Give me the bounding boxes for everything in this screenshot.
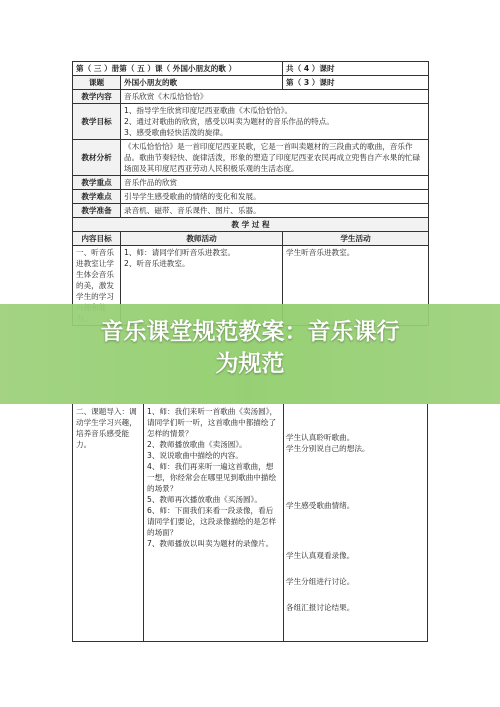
total-hours: 共（ 4 ）课时 <box>283 62 429 76</box>
col-goal-header: 内容目标 <box>73 232 121 246</box>
header-row <box>73 62 429 76</box>
row1-goal: 一、听音乐进教室让学生体会音乐的美，激发学生的学习 <box>73 246 121 326</box>
prep-value: 录音机、磁带、音乐课件、图片、乐器。 <box>121 204 429 218</box>
row2-teacher-step: 3、说说歌曲中描绘的内容。 <box>147 451 243 460</box>
banner-line-1: 音乐课堂规范教案：音乐课行 <box>100 319 400 345</box>
row2-teacher-step: 2、教师播放歌曲《卖汤圆》。 <box>147 440 247 449</box>
materials-label: 教材分析 <box>73 140 121 176</box>
row2-student-step: 学生认真观看录像。 <box>286 551 355 560</box>
column-divider <box>143 404 144 641</box>
process-title: 教 学 过 程 <box>73 218 429 232</box>
banner-title <box>0 316 500 380</box>
goals-label: 教学目标 <box>73 104 121 140</box>
difficulties-row <box>73 190 429 204</box>
content-row <box>73 90 429 104</box>
process-continuation <box>72 404 428 644</box>
row2-teacher <box>147 406 279 549</box>
row2-student-step: 学生分别说自己的想法。 <box>286 444 370 453</box>
lesson-plan-table <box>72 61 429 326</box>
topic-row <box>73 76 429 90</box>
row2-goal: 二、课题导入：调动学生学习兴趣，培养音乐感受能力。 <box>76 407 137 449</box>
row1-student: 学生听音乐进教室。 <box>283 246 429 326</box>
row2-student-step: 学生感受歌曲情绪。 <box>286 501 355 510</box>
row2-student-step: 各组汇报讨论结果。 <box>286 603 355 612</box>
row2-teacher-step: 5、教师再次播放歌曲《买汤圆》。 <box>147 495 262 504</box>
goals-row <box>73 104 429 140</box>
row1-teacher-step: 1、师：请同学们听音乐进教室。 <box>124 248 236 257</box>
key-points-label: 教学重点 <box>73 176 121 190</box>
content-value: 音乐欣赏《木瓜恰恰恰》 <box>121 90 429 104</box>
row2-teacher-step: 1、师：我们来听一首歌曲《卖汤圆》，请同学们听一听，这首歌曲中都描绘了怎样的情景？ <box>147 407 278 438</box>
row2-teacher-step: 7、教师播放以叫卖为题材的录像片。 <box>147 539 274 548</box>
key-points-row <box>73 176 429 190</box>
difficulties-label: 教学难点 <box>73 190 121 204</box>
row2-student-a <box>286 432 424 454</box>
key-points-value: 音乐作品的欣赏 <box>121 176 429 190</box>
row1-teacher-step: 2、听音乐进教室。 <box>124 259 190 268</box>
goal-item: 3、感受歌曲轻快活泼的旋律。 <box>124 128 228 137</box>
materials-value: 《木瓜恰恰恰》是一首印度尼西亚民歌，它是一首叫卖题材的三段曲式的歌曲，音乐作品。歌曲节奏轻快、旋律活泼，形象的塑造了印度尼西亚农民再成立兜售自产水果的忙碌场面及其印度尼西亚劳动人民积极乐观的生活态度。 <box>121 140 429 176</box>
col-teacher-header: 教师活动 <box>121 232 283 246</box>
goals-list <box>121 104 429 140</box>
col-student-header: 学生活动 <box>283 232 429 246</box>
topic-label: 课题 <box>73 76 121 90</box>
current-hour: 第（ 3 ）课时 <box>283 76 429 90</box>
goal-item: 1、指导学生欣赏印度尼西亚歌曲《木瓜恰恰恰》。 <box>124 106 293 115</box>
row2-teacher-step: 4、师：我们再来听一遍这首歌曲，想一想，你经常会在哪里见到歌曲中描绘的场景？ <box>147 462 277 493</box>
content-label: 教学内容 <box>73 90 121 104</box>
lesson-index: 第（ 三 ）册第（ 五 ）课（ 外国小朋友的歌 ） <box>73 62 283 76</box>
process-title-row <box>73 218 429 232</box>
banner-line-2: 为规范 <box>215 351 285 377</box>
goal-item: 2、通过对歌曲的欣赏，感受以叫卖为题材的音乐作品的特点。 <box>124 117 334 126</box>
topic-value: 外国小朋友的歌 <box>121 76 283 90</box>
process-header-row <box>73 232 429 246</box>
row2-student-step: 学生认真聆听歌曲。 <box>286 433 355 442</box>
difficulties-value: 引导学生感受歌曲的情绪的变化和发展。 <box>121 190 429 204</box>
prep-row <box>73 204 429 218</box>
column-divider <box>283 404 284 641</box>
materials-row <box>73 140 429 176</box>
prep-label: 教学准备 <box>73 204 121 218</box>
row2-teacher-step: 6、师：下面我们来看一段录像，看后请同学们要论，这段录像描绘的是怎样的场面？ <box>147 506 277 537</box>
row2-student-step: 学生分组进行讨论。 <box>286 577 355 586</box>
